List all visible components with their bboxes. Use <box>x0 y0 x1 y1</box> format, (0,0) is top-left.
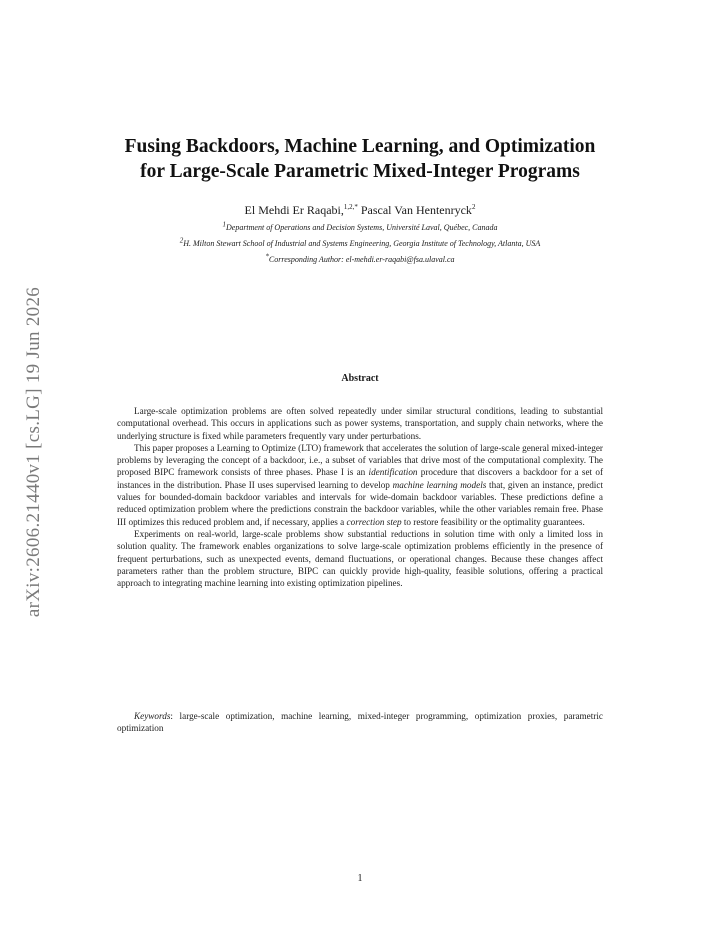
abstract-paragraph-2 <box>117 442 603 528</box>
author-1-affiliation-marks: 1,2,* <box>343 203 358 211</box>
author-2-affiliation-marks: 2 <box>471 203 476 211</box>
title-line-1: Fusing Backdoors, Machine Learning, and Optimization <box>124 136 596 157</box>
affiliation-1-mark: 1 <box>222 220 226 229</box>
abstract-p2-text-a: This paper proposes a Learning to Optimize (LTO) framework that accelerates the solution of large-scale general mixed-integer problems by leveraging the concept of a backdoor, i.e., a subset of variables that drive most of the computational complexity. The proposed BIPC framework consists of three phases. Phase I is an <box>117 442 603 478</box>
paper-title <box>60 134 660 184</box>
keywords <box>117 710 603 735</box>
title-line-2: for Large-Scale Parametric Mixed-Integer Programs <box>140 161 580 182</box>
abstract-body <box>117 405 603 589</box>
author-2-name: Pascal Van Hentenryck <box>360 203 472 217</box>
abstract-paragraph-3: Experiments on real-world, large-scale problems show substantial reductions in solution time with only a limited loss in solution quality. The framework enables organizations to solve large-scale optimization problems efficiently in the presence of frequent perturbations, such as unexpected events, demand fluctuations, or operational changes. Because these changes affect parameters rather than the problem structure, BIPC can quickly provide high-quality, feasible solutions, offering a practical approach to integrating machine learning into existing optimization pipelines. <box>117 528 603 589</box>
abstract-p2-text-d: to restore feasibility or the optimality guarantees. <box>401 516 585 527</box>
abstract-paragraph-1: Large-scale optimization problems are often solved repeatedly under similar structural conditions, leading to substantial computational overhead. This occurs in applications such as power systems, transportation, and supply chain networks, where the underlying structure is fixed while parameters frequently vary under perturbations. <box>117 406 603 441</box>
abstract-p2-emphasis-correction-step: correction step <box>346 516 402 527</box>
affiliation-1-text: Department of Operations and Decision Systems, Université Laval, Québec, Canada <box>225 223 498 232</box>
corresponding-author-mark: * <box>265 252 269 261</box>
keywords-text: : large-scale optimization, machine learning, mixed-integer programming, optimization proxies, parametric optimization <box>117 711 603 734</box>
abstract-p2-emphasis-ml-models: machine learning models <box>392 479 487 490</box>
page-number: 1 <box>357 873 363 884</box>
abstract-heading: Abstract <box>341 373 379 384</box>
keywords-label: Keywords <box>134 711 171 721</box>
corresponding-author <box>40 252 680 264</box>
affiliation-1 <box>40 220 680 232</box>
arxiv-identifier-stamp: arXiv:2606.21440v1 [cs.LG] 19 Jun 2026 <box>23 286 44 618</box>
abstract-p2-text-c: that, given an instance, predict values for bounded-domain backdoor variables and intervals for wide-domain backdoor variables. These predictions define a reduced optimization problem where the predictions constrain the backdoor variables, while the other variables remain free. Phase III optimizes this reduced problem and, if necessary, applies a <box>117 479 603 527</box>
affiliation-2-text: H. Milton Stewart School of Industrial and Systems Engineering, Georgia Institute of Technology, Atlanta, USA <box>183 239 541 248</box>
author-1-name: El Mehdi Er Raqabi, <box>244 203 344 217</box>
abstract-p2-text-b: procedure that discovers a backdoor for a set of instances in the distribution. Phase II uses supervised learning to develop <box>117 467 604 490</box>
affiliation-2-mark: 2 <box>179 236 184 245</box>
author-list <box>60 203 660 218</box>
corresponding-author-text: Corresponding Author: el-mehdi.er-raqabi@fsa.ulaval.ca <box>268 255 455 264</box>
abstract-p2-emphasis-identification: identification <box>368 467 418 478</box>
affiliation-2 <box>40 236 680 248</box>
